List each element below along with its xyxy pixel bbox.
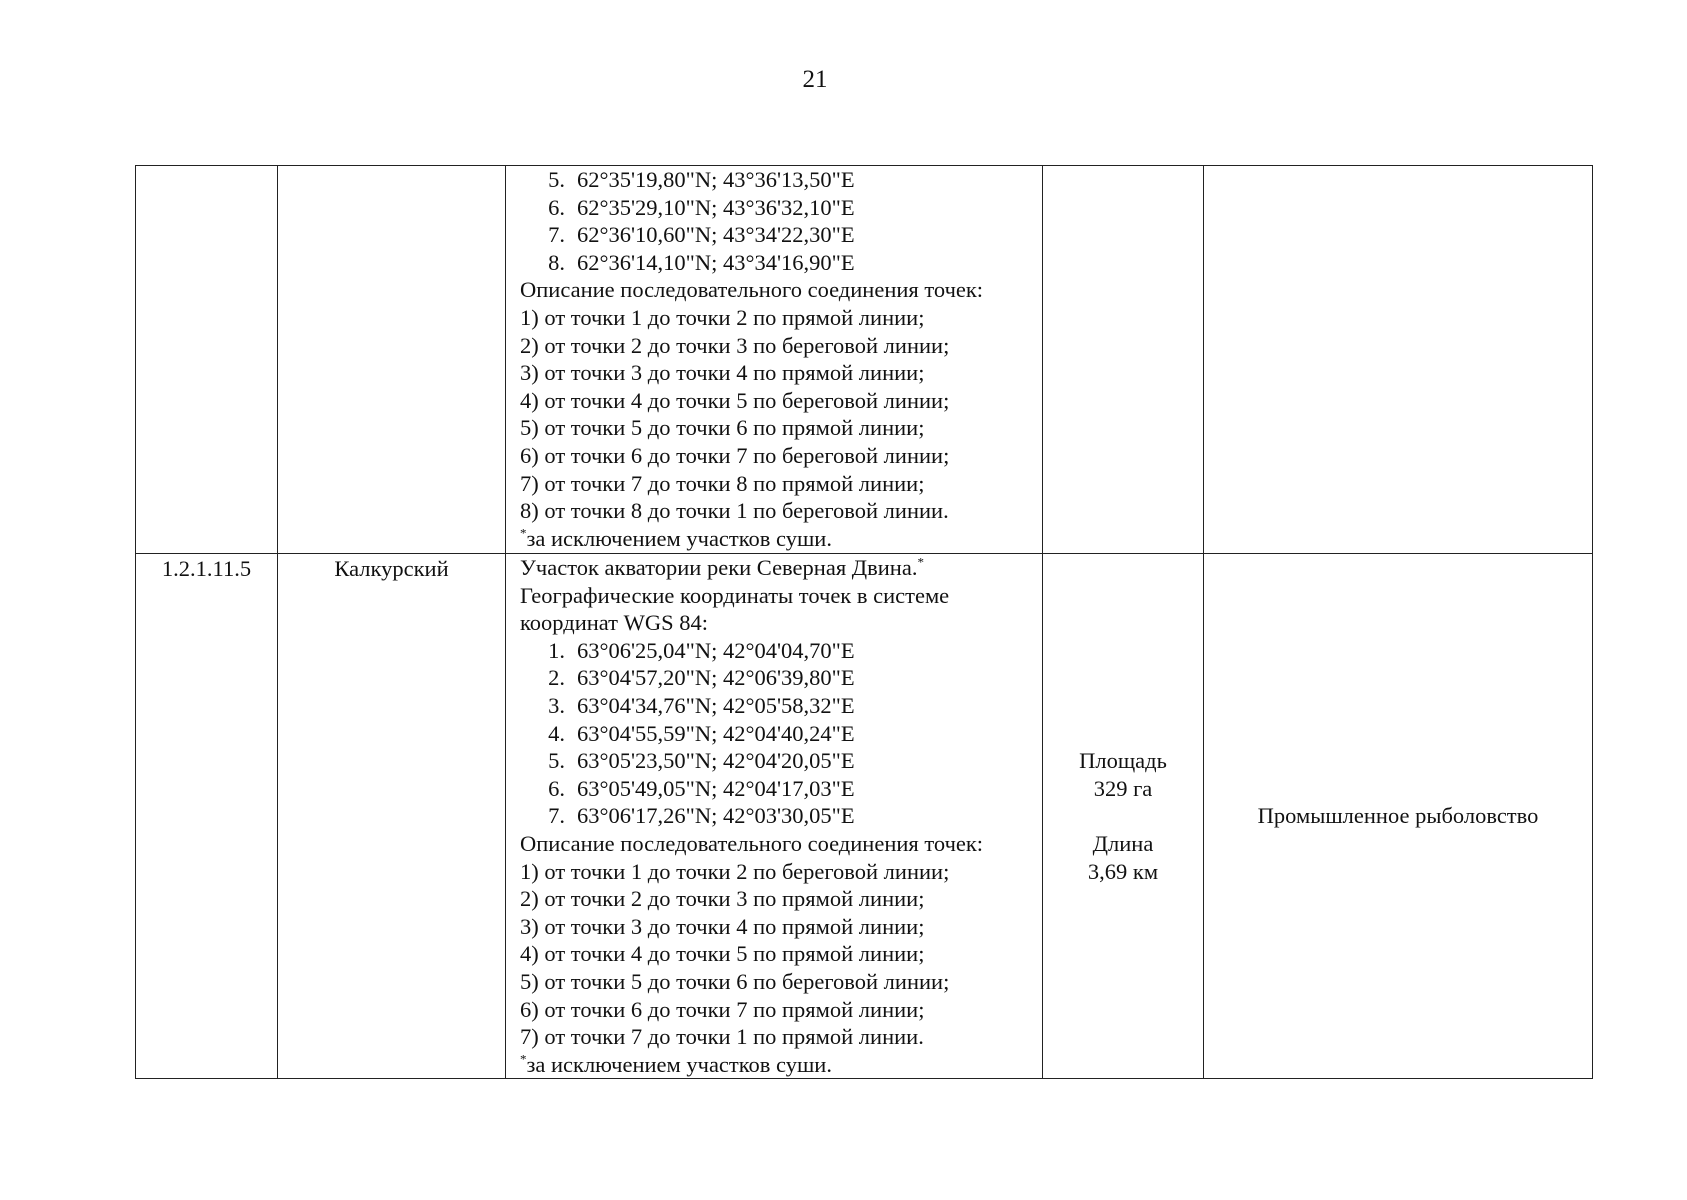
area-description-cell	[506, 166, 1043, 554]
connection-item: 5) от точки 5 до точки 6 по прямой линии;	[520, 415, 925, 441]
coordinate-point	[520, 166, 1038, 194]
point-coordinate: 62°36'10,60"N; 43°34'22,30"E	[577, 222, 855, 248]
area-name: Калкурский	[334, 556, 449, 581]
point-number: 6.	[548, 194, 565, 220]
area-value: 329 га	[1093, 775, 1153, 801]
point-coordinate: 63°04'57,20"N; 42°06'39,80"E	[577, 665, 855, 691]
connection-item: 1) от точки 1 до точки 2 по прямой линии;	[520, 304, 925, 330]
coordinate-point	[520, 775, 1038, 803]
point-number: 7.	[548, 222, 565, 248]
length-value: 3,69 км	[1087, 858, 1159, 884]
area-metrics-cell	[1043, 166, 1204, 554]
area-code-cell	[136, 166, 278, 554]
connection-item: 3) от точки 3 до точки 4 по прямой линии;	[520, 360, 925, 386]
point-coordinate: 62°35'19,80"N; 43°36'13,50"E	[577, 167, 855, 192]
point-number: 6.	[548, 775, 565, 801]
connection-item: 3) от точки 3 до точки 4 по прямой линии;	[520, 913, 925, 939]
point-number: 5.	[548, 167, 565, 192]
point-coordinate: 63°04'55,59"N; 42°04'40,24"E	[577, 720, 855, 746]
footnote-mark: *	[520, 1051, 527, 1067]
connection-item: 7) от точки 7 до точки 8 по прямой линии;	[520, 470, 925, 496]
table-row	[136, 554, 1593, 1079]
footnote-text: за исключением участков суши.	[526, 1051, 832, 1077]
connection-item: 5) от точки 5 до точки 6 по береговой линии;	[520, 968, 950, 994]
footnote-mark: *	[520, 525, 527, 541]
connection-item: 8) от точки 8 до точки 1 по береговой линии.	[520, 498, 949, 524]
connection-title: Описание последовательного соединения точек:	[520, 277, 984, 303]
area-usage-cell	[1204, 166, 1593, 554]
footnote-mark: *	[917, 554, 924, 570]
point-coordinate: 63°05'23,50"N; 42°04'20,05"E	[577, 748, 855, 774]
area-name-cell	[278, 166, 506, 554]
footnote-text: за исключением участков суши.	[526, 525, 832, 551]
coordinate-point	[520, 720, 1038, 748]
point-number: 5.	[548, 748, 565, 774]
area-code-cell	[136, 554, 278, 1079]
area-intro	[520, 554, 1038, 582]
usage-type: Промышленное рыболовство	[1257, 803, 1539, 829]
area-intro-text: Участок акватории реки Северная Двина.	[520, 555, 918, 580]
coordinate-point	[520, 802, 1038, 830]
connection-item: 6) от точки 6 до точки 7 по береговой линии;	[520, 442, 950, 468]
footnote	[520, 1051, 1038, 1079]
area-metrics-cell	[1043, 554, 1204, 1079]
point-coordinate: 63°06'25,04"N; 42°04'04,70"E	[577, 637, 855, 663]
connection-item: 2) от точки 2 до точки 3 по прямой линии;	[520, 886, 925, 912]
fishing-areas-table	[135, 165, 1593, 1079]
area-name-cell	[278, 554, 506, 1079]
coordinate-point	[520, 249, 1038, 277]
area-usage-cell	[1204, 554, 1593, 1079]
point-number: 7.	[548, 803, 565, 829]
area-description-cell	[506, 554, 1043, 1079]
point-number: 8.	[548, 249, 565, 275]
table-row	[136, 166, 1593, 554]
footnote	[520, 525, 1038, 553]
coordinate-point	[520, 221, 1038, 249]
page-number: 21	[802, 66, 828, 93]
length-label: Длина	[1092, 830, 1154, 856]
area-label: Площадь	[1079, 748, 1167, 774]
coordinate-point	[520, 637, 1038, 665]
coordinate-point	[520, 747, 1038, 775]
connection-item: 2) от точки 2 до точки 3 по береговой линии;	[520, 332, 950, 358]
point-number: 4.	[548, 720, 565, 746]
connection-item: 6) от точки 6 до точки 7 по прямой линии;	[520, 996, 925, 1022]
connection-title: Описание последовательного соединения точек:	[520, 830, 984, 856]
area-code: 1.2.1.11.5	[161, 556, 252, 581]
area-code	[136, 166, 277, 167]
point-number: 1.	[548, 637, 565, 663]
coordinate-point	[520, 692, 1038, 720]
connection-item: 1) от точки 1 до точки 2 по береговой линии;	[520, 858, 950, 884]
coordinate-system-line: Географические координаты точек в системе	[520, 582, 950, 608]
point-number: 3.	[548, 692, 565, 718]
point-coordinate: 62°35'29,10"N; 43°36'32,10"E	[577, 194, 855, 220]
coordinate-point	[520, 664, 1038, 692]
point-coordinate: 63°05'49,05"N; 42°04'17,03"E	[577, 775, 855, 801]
area-name	[278, 166, 505, 167]
connection-item: 4) от точки 4 до точки 5 по береговой линии;	[520, 387, 950, 413]
coordinate-point	[520, 194, 1038, 222]
coordinate-system-line: координат WGS 84:	[520, 610, 709, 636]
point-coordinate: 63°06'17,26"N; 42°03'30,05"E	[577, 803, 855, 829]
connection-item: 4) от точки 4 до точки 5 по прямой линии;	[520, 941, 925, 967]
point-number: 2.	[548, 665, 565, 691]
point-coordinate: 63°04'34,76"N; 42°05'58,32"E	[577, 692, 855, 718]
point-coordinate: 62°36'14,10"N; 43°34'16,90"E	[577, 249, 855, 275]
connection-item: 7) от точки 7 до точки 1 по прямой линии.	[520, 1024, 924, 1050]
